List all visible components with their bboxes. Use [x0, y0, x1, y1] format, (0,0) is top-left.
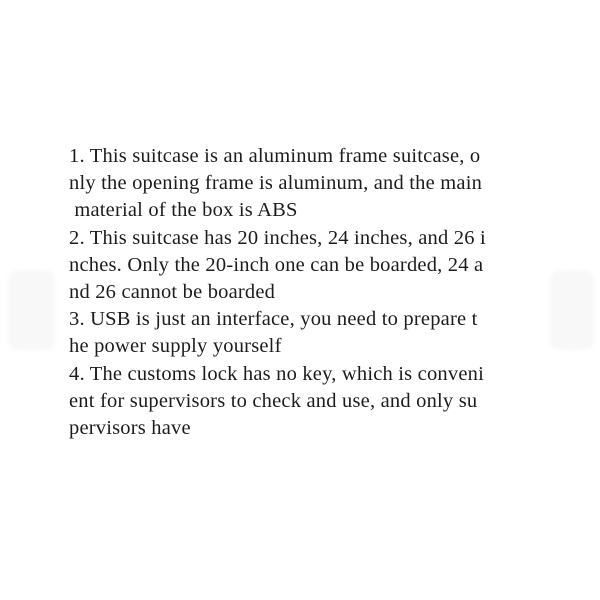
description-line: 4. The customs lock has no key, which is conveni	[69, 362, 484, 385]
watermark-artifact-left	[8, 270, 55, 350]
description-line: 2. This suitcase has 20 inches, 24 inches, and 26 i	[69, 226, 486, 249]
description-line: nd 26 cannot be boarded	[69, 281, 276, 304]
watermark-artifact-right	[550, 270, 594, 350]
description-line: 3. USB is just an interface, you need to prepare t	[69, 308, 478, 331]
description-line: nches. Only the 20-inch one can be boarded, 24 a	[69, 253, 484, 276]
description-line: nly the opening frame is aluminum, and the main	[69, 172, 483, 195]
description-line: ent for supervisors to check and use, and only su	[69, 389, 478, 412]
description-line: pervisors have	[69, 417, 191, 440]
product-description-text	[69, 143, 486, 442]
description-line: 1. This suitcase is an aluminum frame suitcase, o	[69, 145, 481, 167]
description-line: material of the box is ABS	[69, 199, 298, 222]
description-line: he power supply yourself	[69, 335, 282, 358]
